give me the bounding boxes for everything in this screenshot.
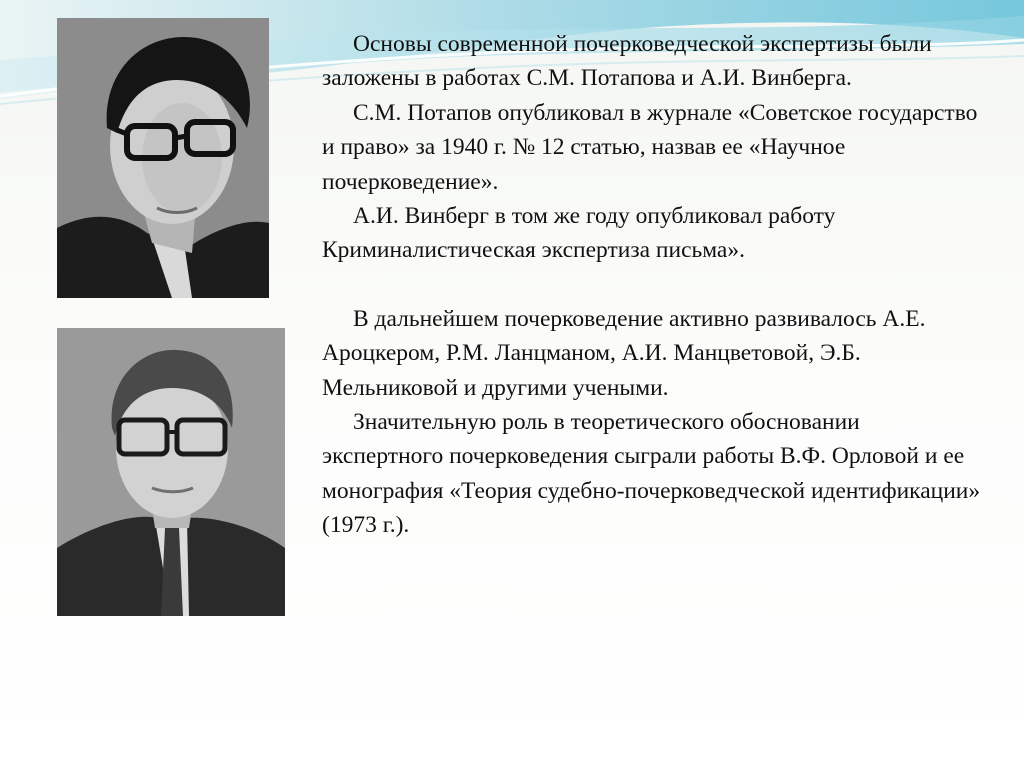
photo-vinberg-icon xyxy=(57,328,285,616)
portrait-vinberg xyxy=(57,328,285,616)
paragraph-1: Основы современной почерковедческой экспертизы были заложены в работах С.М. Потапова и А.И. Винберга. xyxy=(322,31,932,92)
paragraph-2: С.М. Потапов опубликовал в журнале «Советское государство и право» за 1940 г. № 12 статью, назвав ее «Научное почерковедение». xyxy=(322,99,978,195)
body-text xyxy=(322,27,982,543)
paragraph-3: А.И. Винберг в том же году опубликовал работу Криминалистическая экспертиза письма». xyxy=(322,203,836,264)
photo-potapov-icon xyxy=(57,18,269,298)
paragraph-gap xyxy=(322,268,982,302)
paragraph-4: В дальнейшем почерковедение активно развивалось А.Е. Ароцкером, Р.М. Ланцманом, А.И. Манцветовой, Э.Б. Мельниковой и другими учеными. xyxy=(322,305,926,401)
portrait-potapov xyxy=(57,18,269,298)
paragraph-5: Значительную роль в теоретического обосновании экспертного почерковедения сыграли работы В.Ф. Орловой и ее монография «Теория судебно-почерковедческой идентификации» (1973 г.). xyxy=(322,409,981,539)
